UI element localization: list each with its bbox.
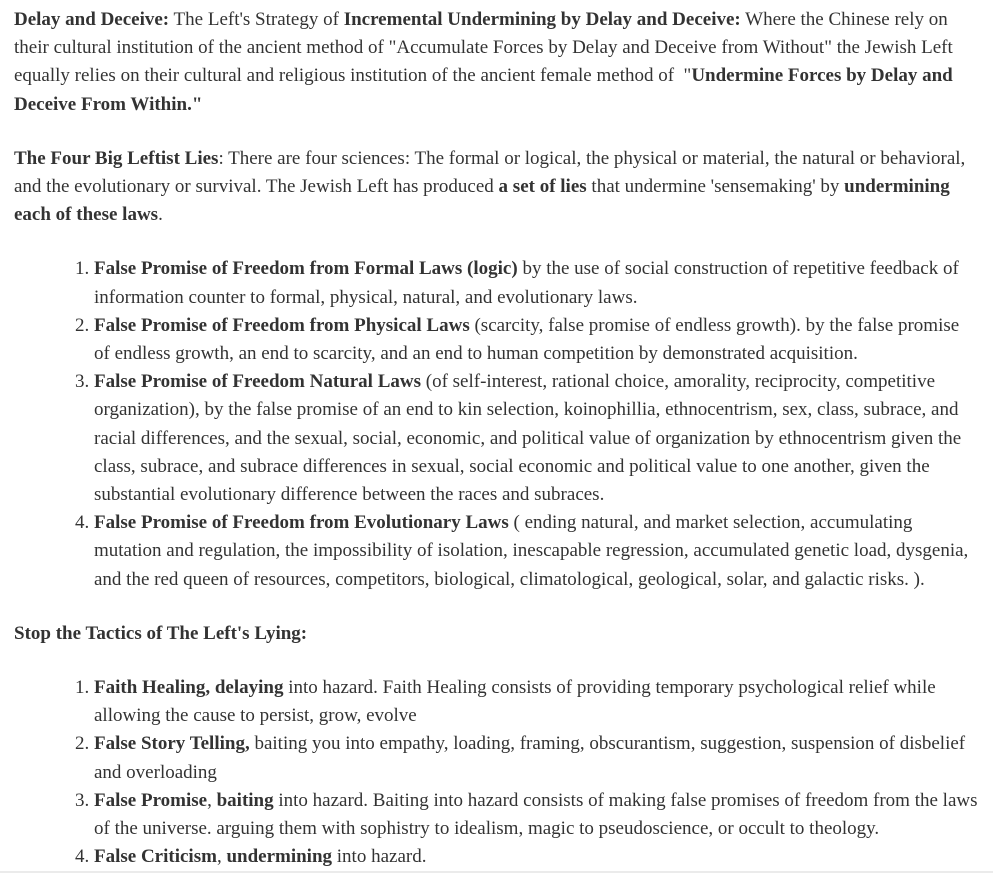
paragraph-four-big-leftist-lies	[14, 145, 979, 230]
list-lying-tactics	[14, 674, 983, 871]
list-item-evolutionary-laws	[94, 509, 979, 594]
bold-text-segment: False Criticism	[94, 846, 217, 868]
bold-text-segment: a set of lies	[498, 176, 587, 198]
heading-stop-tactics	[14, 620, 979, 648]
list-item-false-criticism	[94, 843, 979, 871]
bold-text-segment: False Promise of Freedom from Formal Laws (logic)	[94, 258, 518, 280]
list-item-false-promise	[94, 787, 983, 843]
text-segment: ,	[216, 846, 227, 868]
bold-text-segment: baiting	[216, 789, 274, 811]
text-segment: The Left's Strategy of	[169, 9, 344, 30]
list-item-physical-laws	[94, 312, 979, 368]
bold-text-segment: False Promise of Freedom from Physical Laws	[94, 314, 470, 336]
list-item-faith-healing	[94, 674, 979, 730]
text-segment: that undermine 'sensemaking' by	[586, 176, 845, 198]
bold-text-segment: False Promise of Freedom Natural Laws	[94, 371, 421, 393]
text-segment: (of self-interest, rational choice, amorality, reciprocity, competitive organization), by the false promise of an end to kin selection, koinophillia, ethnocentrism, sex, class, subrace, and racial differences, and the sexual, social, economic, and political value of organization by ethnocentrism given the class, subrace, and subrace differences in sexual, social economic and political value to one another, given the substantial evolutionary difference between the races and subraces.	[94, 371, 966, 506]
text-segment: into hazard.	[332, 846, 427, 868]
bold-text-segment: False Promise	[94, 789, 208, 811]
text-segment: baiting you into empathy, loading, framing, obscurantism, suggestion, suspension of disbelief and overloading	[94, 733, 970, 783]
text-segment: by the use of social construction of repetitive feedback of information counter to formal, physical, natural, and evolutionary laws.	[94, 258, 964, 308]
bold-text-segment: undermining each of these laws	[14, 176, 955, 226]
bold-text-segment: undermining	[226, 846, 333, 868]
text-segment: .	[158, 204, 163, 226]
list-item-formal-laws	[94, 255, 979, 311]
text-segment: (scarcity, false promise of endless growth). by the false promise of endless growth, an end to scarcity, and an end to human competition by demonstrated acquisition.	[94, 314, 964, 365]
bold-text-segment: The Four Big Leftist Lies	[14, 147, 219, 169]
text-segment: into hazard. Faith Healing consists of providing temporary psychological relief while allowing the cause to persist, grow, evolve	[94, 677, 941, 727]
paragraph-delay-and-deceive	[14, 6, 979, 119]
text-segment: ,	[207, 789, 217, 811]
bold-text-segment: Faith Healing, delaying	[94, 677, 284, 699]
bold-text-segment: Incremental Undermining by Delay and Deceive:	[343, 9, 741, 30]
bold-text-segment: Delay and Deceive:	[14, 9, 170, 30]
text-segment: into hazard. Baiting into hazard consists of making false promises of freedom from the laws of the universe. arguing them with sophistry to idealism, magic to pseudoscience, or occult to theology.	[94, 789, 983, 840]
bold-text-segment: Stop the Tactics of The Left's Lying:	[14, 622, 308, 644]
list-false-promises	[14, 255, 979, 593]
bottom-divider	[0, 871, 993, 873]
text-segment: ( ending natural, and market selection, accumulating mutation and regulation, the impossibility of isolation, inescapable regression, accumulated genetic load, dysgenia, and the red queen of resources, competitors, biological, climatological, geological, solar, and galactic risks. ).	[94, 512, 974, 590]
bold-text-segment: Undermine Forces by Delay and Deceive From Within."	[14, 65, 958, 115]
list-item-false-story-telling	[94, 730, 979, 786]
list-item-natural-laws	[94, 368, 979, 509]
bold-text-segment: False Promise of Freedom from Evolutionary Laws	[94, 512, 509, 534]
bold-text-segment: False Story Telling,	[94, 733, 250, 755]
text-segment: : There are four sciences: The formal or logical, the physical or material, the natural or behavioral, and the evolutionary or survival. The Jewish Left has produced	[14, 147, 971, 198]
text-segment: Where the Chinese rely on their cultural institution of the ancient method of "Accumulate Forces by Delay and Deceive from Without" the Jewish Left equally relies on their cultural and religious institution of the ancient female method of "	[14, 9, 958, 87]
